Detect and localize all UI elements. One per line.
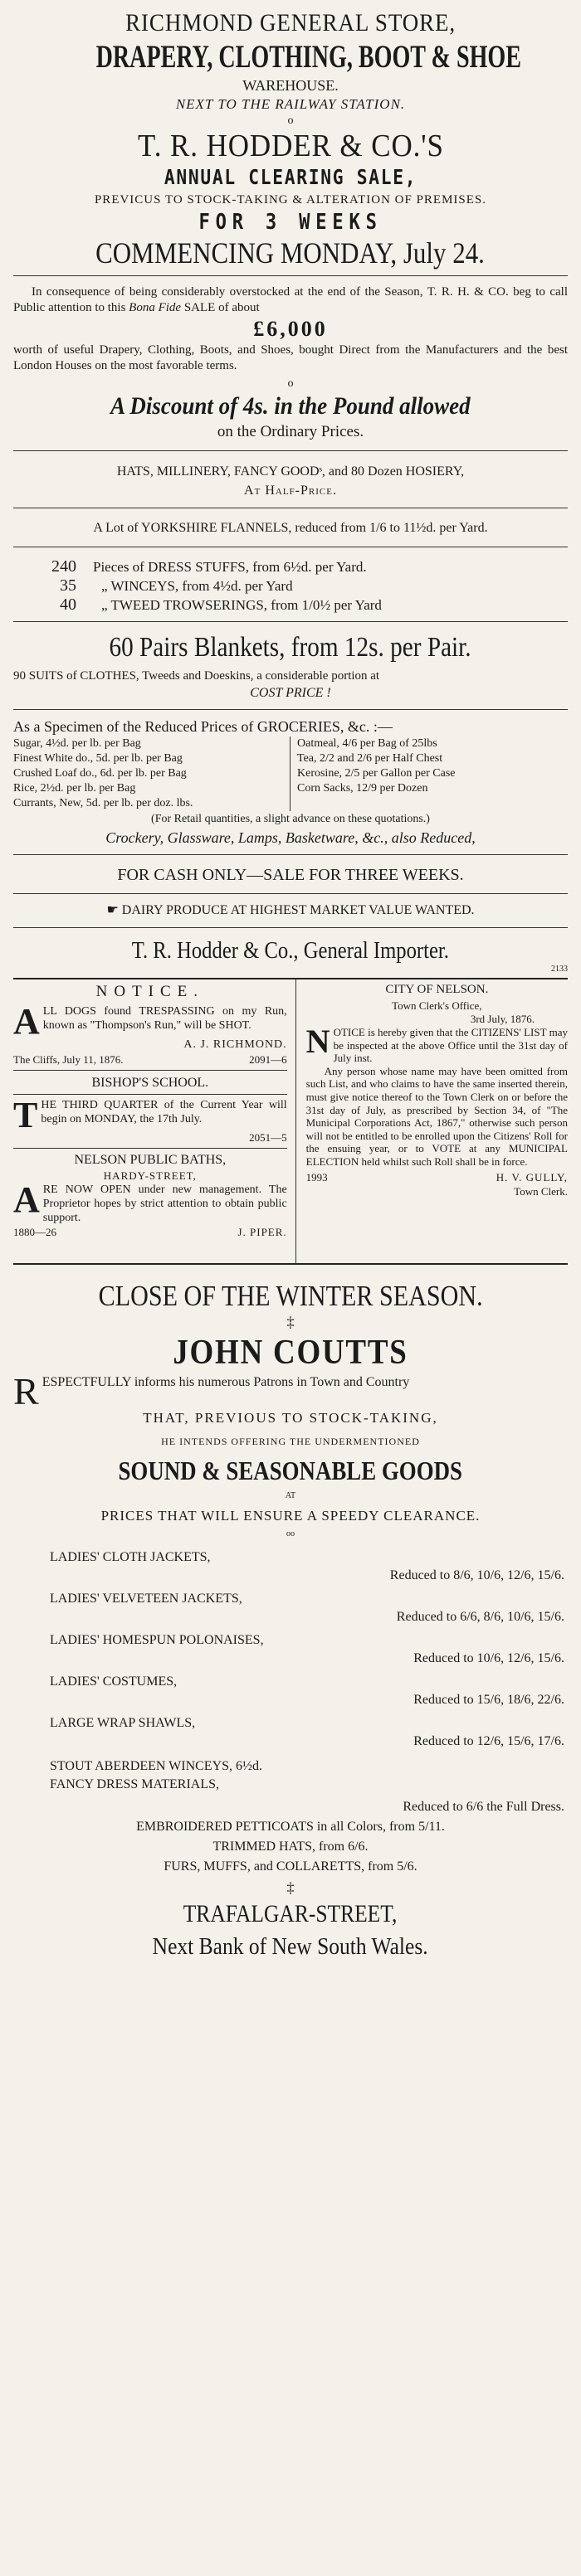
trimmed-line: TRIMMED HATS, from 6/6. [212,1840,369,1854]
store-subtitle: DRAPERY, CLOTHING, BOOT & SHOE [95,39,521,75]
street-heading: TRAFALGAR-STREET, [183,1900,398,1927]
bishop-ref: 2051—5 [249,1131,287,1144]
grocery-item: Rice, 2½d. per lb. per Bag [13,782,136,795]
merchant-name: JOHN COUTTS [173,1334,408,1372]
previous-line: PREVICUS TO STOCK-TAKING & ALTERATION OF PREMISES. [94,193,487,207]
groceries-right [290,736,568,811]
pointing-hand-icon: ☛ [106,903,119,917]
hodder-advertisement [13,0,568,975]
weeks-heading: FOR 3 WEEKS [198,210,383,235]
dress-line: 40 „ TWEED TROWSERINGS, from 1/0½ per Yard [60,595,382,614]
notices-left [13,979,296,1263]
importer-signature: T. R. Hodder & Co., General Importer. [131,937,450,964]
location-line: NEXT TO THE RAILWAY STATION. [175,96,406,112]
city-role: Town Clerk. [514,1184,568,1198]
sale-heading: ANNUAL CLEARING SALE, [164,165,417,189]
city-footer: 1993 H. V. GULLY, [305,1170,568,1184]
dagger-ornament: ‡ [286,1314,295,1330]
bank-line: Next Bank of New South Wales. [152,1933,429,1960]
baths-title: NELSON PUBLIC BATHS, [74,1153,227,1167]
fancy-line: FANCY DRESS MATERIALS, [50,1777,220,1791]
item: LADIES' VELVETEEN JACKETS, Reduced to 6/6, 8/6, 10/6, 15/6. [50,1592,564,1624]
dress-line: 240 Pieces of DRESS STUFFS, from 6½d. per Yard. [51,557,367,576]
notice-title: NOTICE. [95,983,205,1000]
advert-ref: 2133 [551,965,568,974]
notices-right [296,979,568,1263]
notices-section [13,979,568,1263]
divider [13,854,568,855]
ordinary-prices: on the Ordinary Prices. [217,423,364,440]
dagger-ornament-2: ‡ [286,1879,295,1896]
divider [13,275,568,276]
city-office: Town Clerk's Office, [392,999,482,1012]
bishop-title: BISHOP'S SCHOOL. [91,1076,209,1090]
at-line: AT [285,1491,296,1500]
intro-paragraph: In consequence of being considerably overstocked at the end of the Season, T. R. H. & CO. beg to call Public attention to this Bona Fide SALE of about [13,285,568,314]
divider [13,709,568,710]
blankets-heading: 60 Pairs Blankets, from 12s. per Pair. [109,632,472,663]
dress-lines [13,557,568,615]
intends-line: HE INTENDS OFFERING THE UNDERMENTIONED [161,1436,420,1447]
drop-cap: A [13,1179,40,1220]
groceries-heading: As a Specimen of the Reduced Prices of GROCERIES, &c. :— [13,718,393,735]
divider [13,1148,287,1149]
city-notice: N OTICE is hereby given that the CITIZENS' LIST may be inspected at the above Office until the 31st day of July inst. [305,1023,568,1065]
dress-line: 35 „ WINCEYS, from 4½d. per Yard [60,576,293,595]
city-date: 3rd July, 1876. [470,1013,535,1025]
flannels-line: A Lot of YORKSHIRE FLANNELS, reduced from 1/6 to 11½d. per Yard. [93,521,488,535]
grocery-item: Tea, 2/2 and 2/6 per Half Chest [297,752,443,765]
cash-only-line: FOR CASH ONLY—SALE FOR THREE WEEKS. [117,866,464,884]
dairy-line: ☛ DAIRY PRODUCE AT HIGHEST MARKET VALUE WANTED. [106,903,475,917]
groceries-table [13,736,568,811]
crockery-line: Crockery, Glassware, Lamps, Basketware, &c., also Reduced, [105,829,476,846]
grocery-item: Finest White do., 5d. per lb. per Bag [13,752,183,765]
baths-notice: A RE NOW OPEN under new management. The Proprietor hopes by strict attention to obtain public support. [13,1179,287,1224]
item: LADIES' COSTUMES, Reduced to 15/6, 18/6, 22/6. [50,1674,564,1707]
grocery-item: Sugar, 4½d. per lb. per Bag [13,737,141,750]
firm-name: T. R. HODDER & CO.'S [137,129,444,163]
city-title: CITY OF NELSON. [385,983,489,996]
fancy-price: Reduced to 6/6 the Full Dress. [403,1800,564,1814]
separator-ornament: o [287,114,294,127]
sound-heading: SOUND & SEASONABLE GOODS [118,1456,463,1485]
dog-notice: A LL DOGS found TRESPASSING on my Run, known as "Thompson's Run," will be SHOT. [13,1001,287,1042]
baths-street: HARDY-STREET, [103,1169,197,1182]
that-line: THAT, PREVIOUS TO STOCK-TAKING, [143,1410,438,1426]
item: LADIES' CLOTH JACKETS, Reduced to 8/6, 10/6, 12/6, 15/6. [50,1550,564,1582]
warehouse-line: WAREHOUSE. [242,77,339,94]
item: LARGE WRAP SHAWLS, Reduced to 12/6, 15/6, 17/6. [50,1716,564,1748]
season-heading: CLOSE OF THE WINTER SEASON. [98,1280,483,1312]
coutts-advertisement [13,1265,568,1963]
divider [13,893,568,894]
divider [13,450,568,451]
oo-ornament: oo [286,1529,295,1538]
divider [13,927,568,928]
drop-cap: A [13,1001,40,1042]
divider [13,1070,287,1071]
baths-footer: 1880—26 J. PIPER. [13,1226,287,1238]
drop-cap: R [13,1370,39,1412]
intro-paragraph-end: worth of useful Drapery, Clothing, Boots, and Shoes, bought Direct from the Manufacturers and the best London Houses on the most favorable terms. [13,343,568,372]
city-notice-body: Any person whose name may have been omitted from such List, and who claims to have the same inserted therein, must give notice thereof to the Town Clerk on or before the 31st day of July, as prescribed by Section 34, of "The Municipal Corporations Act, 1867," otherwise such person will not be entitled to be enrolled upon the Citizens' Roll for the ensuing year, or to VOTE at any MUNICIPAL ELECTION held whilst such Roll shall be in force. [305,1064,568,1168]
cost-price: COST PRICE ! [250,686,331,700]
store-title: RICHMOND GENERAL STORE, [125,9,456,36]
half-price-line: At Half-Price. [244,484,337,498]
drop-cap: N [305,1023,330,1060]
notice-sign: A. J. RICHMOND. [183,1038,287,1051]
bishop-notice: T HE THIRD QUARTER of the Current Year will begin on MONDAY, the 17th July. [13,1095,287,1135]
grocery-item: Crushed Loaf do., 6d. per lb. per Bag [13,767,187,780]
notice-footer: The Cliffs, July 11, 1876. 2091—6 [13,1053,287,1066]
divider [13,1094,287,1095]
discount-heading: A Discount of 4s. in the Pound allowed [110,392,471,420]
petticoats-line: EMBROIDERED PETTICOATS in all Colors, from 5/11. [136,1820,445,1834]
coutts-items [13,1548,568,1817]
furs-line: FURS, MUFFS, and COLLARETTS, from 5/6. [164,1859,417,1874]
grocery-item: Corn Sacks, 12/9 per Dozen [297,782,428,795]
drop-cap: T [13,1095,38,1135]
hats-line: HATS, MILLINERY, FANCY GOODˢ, and 80 Dozen HOSIERY, [116,464,465,479]
grocery-item: Kerosine, 2/5 per Gallon per Case [297,767,456,780]
item: LADIES' HOMESPUN POLONAISES, Reduced to 10/6, 12/6, 15/6. [50,1633,564,1665]
retail-note: (For Retail quantities, a slight advance on these quotations.) [151,813,430,825]
separator-ornament-2: o [287,377,294,390]
suits-line: 90 SUITS of CLOTHES, Tweeds and Doeskins, a considerable portion at [13,669,380,683]
prices-line: PRICES THAT WILL ENSURE A SPEEDY CLEARANCE. [100,1508,481,1524]
respect-line: R ESPECTFULLY informs his numerous Patrons in Town and Country [13,1370,410,1412]
winceys-line: STOUT ABERDEEN WINCEYS, 6½d. [50,1759,263,1773]
grocery-item: Oatmeal, 4/6 per Bag of 25lbs [297,737,437,750]
groceries-left [13,736,290,811]
amount: £6,000 [253,317,328,341]
grocery-item: Currants, New, 5d. per lb. per doz. lbs. [13,797,193,809]
commencing-heading: COMMENCING MONDAY, July 24. [95,236,486,270]
divider [13,621,568,622]
